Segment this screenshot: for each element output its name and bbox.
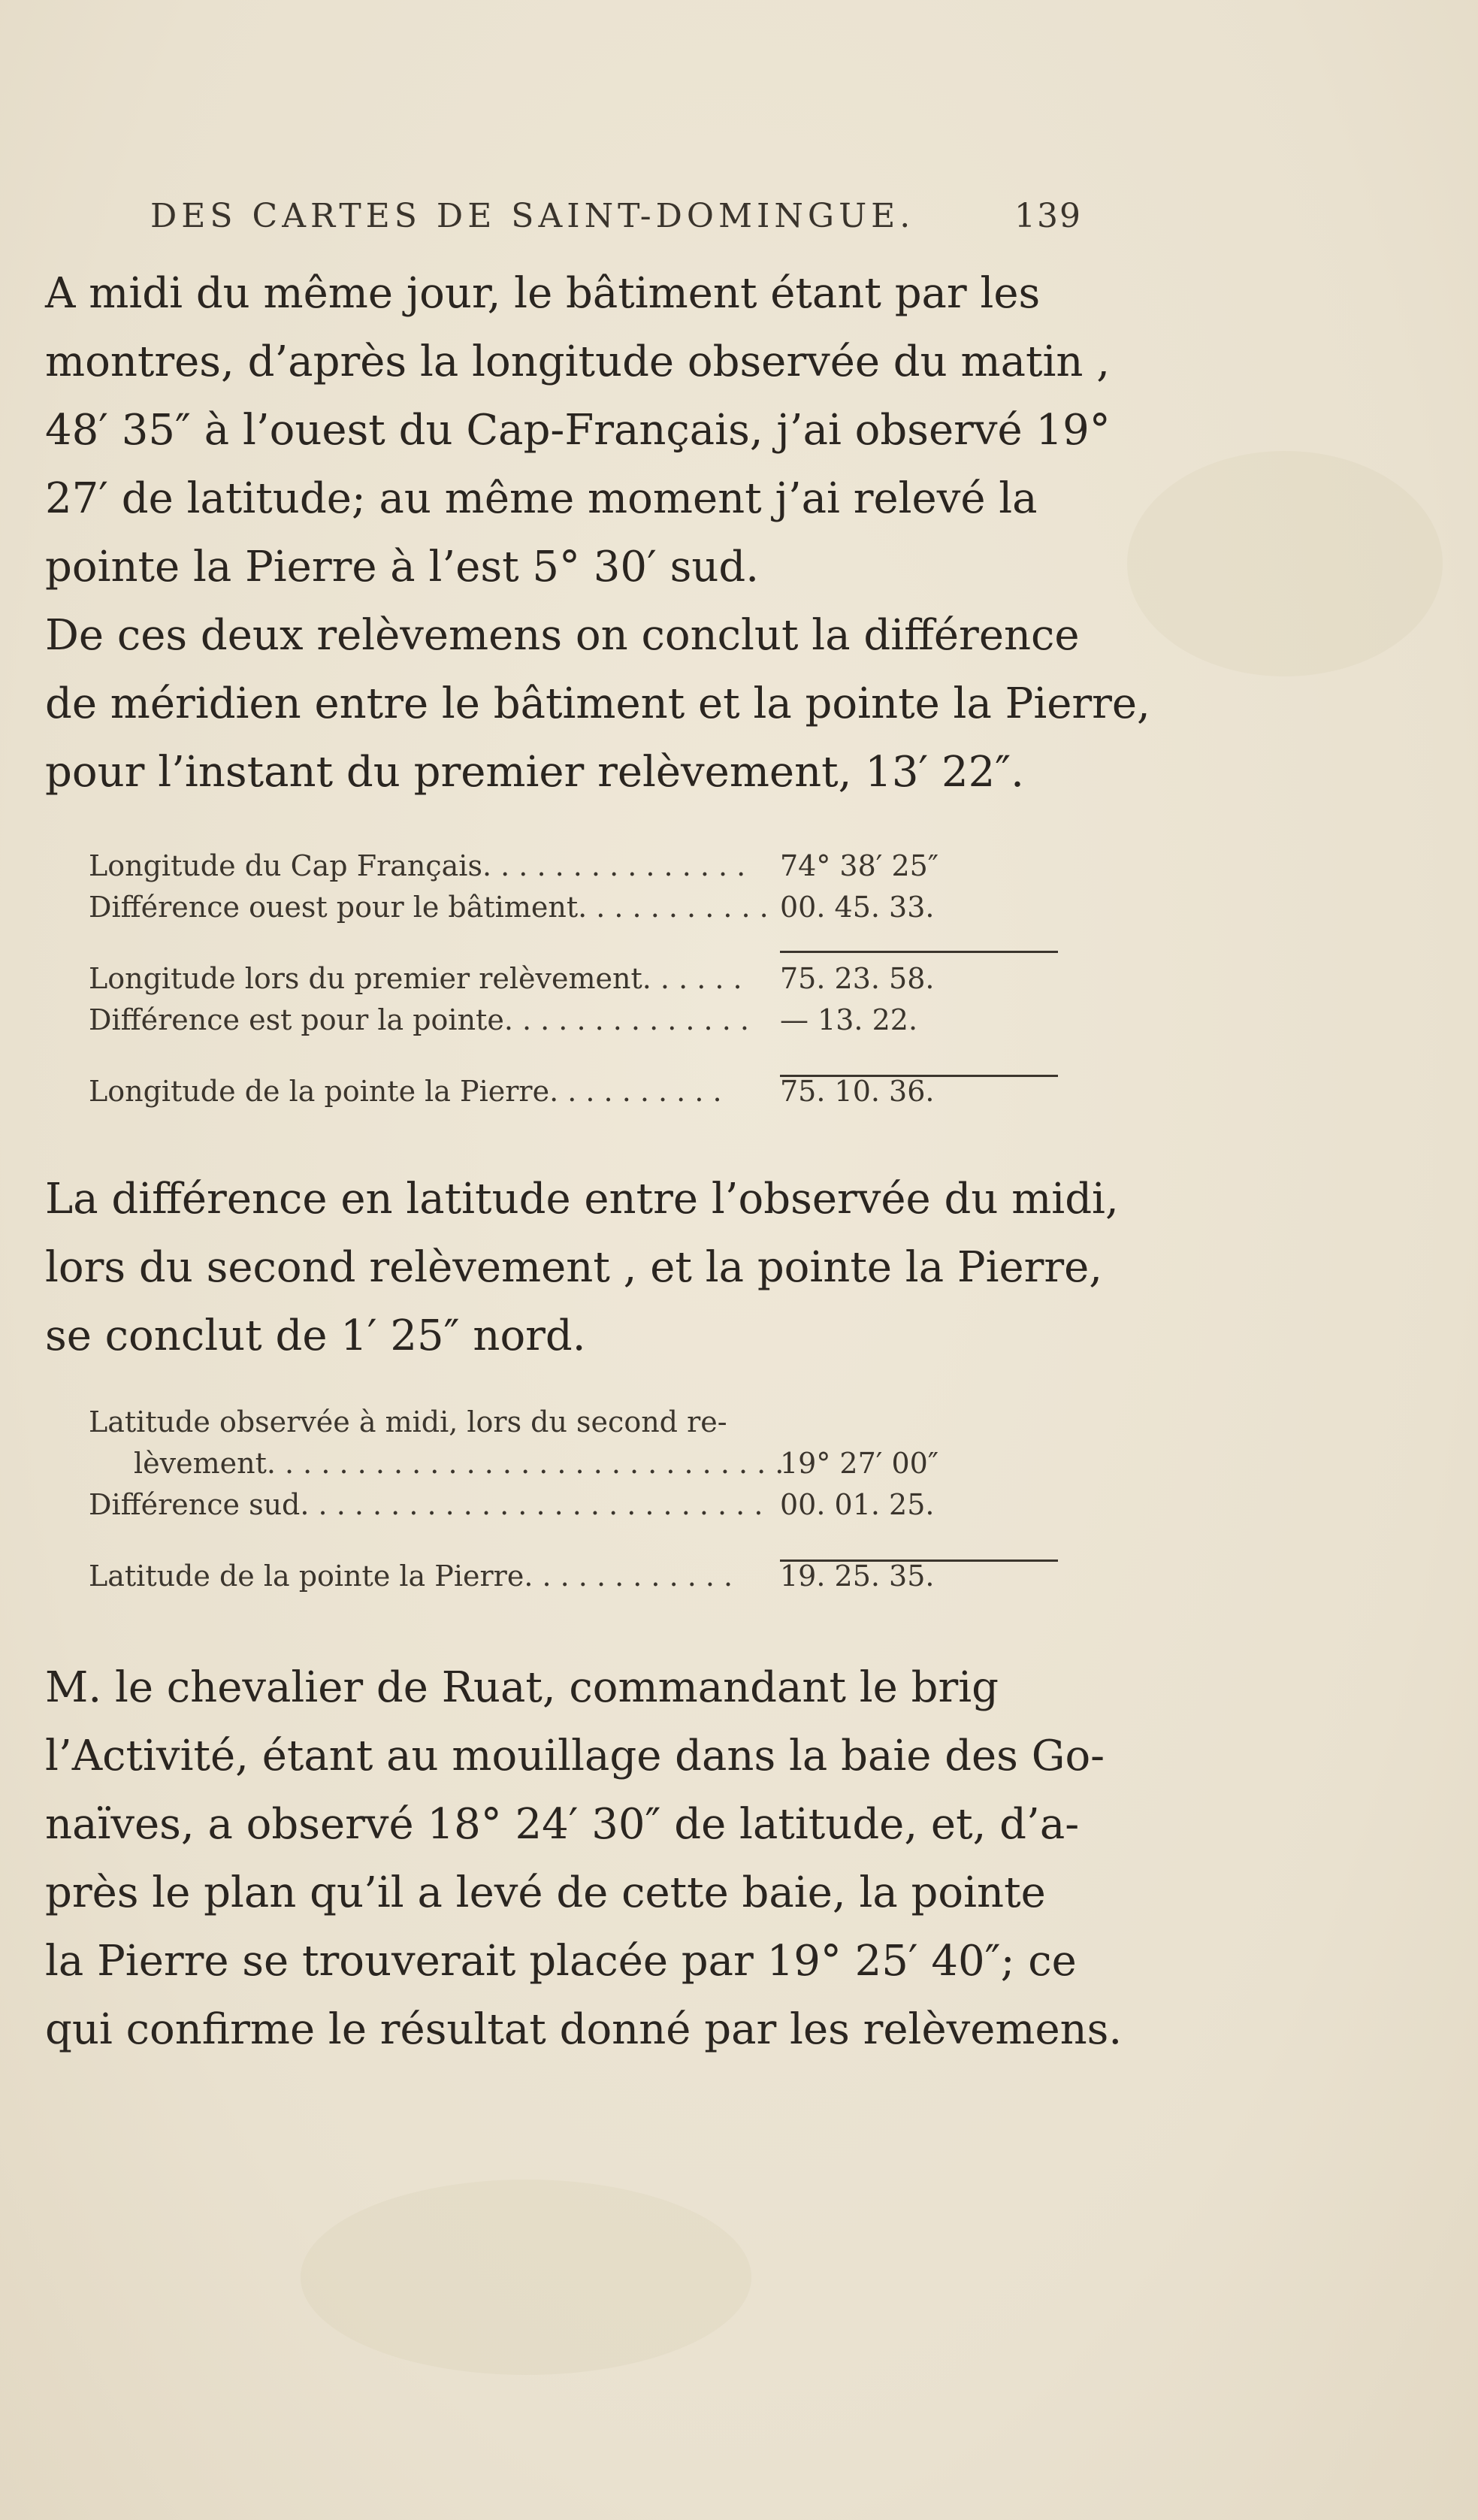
paragraph-2 (45, 601, 1150, 806)
row-value: 75. 23. 58. (780, 962, 935, 995)
running-title: DES CARTES DE SAINT-DOMINGUE. (150, 197, 915, 235)
row-label: Différence ouest pour le bâtiment. . . . . . . . . . . (89, 891, 769, 924)
table-row (89, 887, 983, 928)
page-number: 139 (1014, 197, 1082, 235)
text-line: A midi du même jour, le bâtiment étant par les (45, 269, 1041, 318)
table-row (89, 1556, 983, 1597)
paper-stain (301, 2180, 751, 2375)
row-label: lèvement. . . . . . . . . . . . . . . . . . . . . . . . . . . . . (134, 1447, 784, 1480)
table-row (89, 958, 983, 1000)
row-label: Longitude de la pointe la Pierre. . . . . . . . . . (89, 1075, 722, 1108)
sum-rule (780, 951, 1058, 953)
text-line: se conclut de 1′ 25″ nord. (45, 1311, 586, 1360)
row-label: Latitude de la pointe la Pierre. . . . . . . . . . . . (89, 1559, 733, 1593)
text-line: De ces deux relèvemens on conclut la différence (45, 611, 1080, 660)
table-row (89, 1000, 983, 1041)
table-row (89, 1484, 983, 1526)
table-row (89, 1071, 983, 1112)
text-line: la Pierre se trouverait placée par 19° 25′ 40″; ce (45, 1937, 1077, 1986)
row-value: 74° 38′ 25″ (780, 849, 939, 882)
row-label: Différence sud. . . . . . . . . . . . . . . . . . . . . . . . . . (89, 1488, 763, 1521)
row-value: — 13. 22. (780, 1003, 918, 1036)
text-line: qui confirme le résultat donné par les relèvemens. (45, 2005, 1123, 2054)
text-line: montres, d’après la longitude observée du matin , (45, 337, 1111, 386)
table-row (89, 846, 983, 887)
longitude-table (89, 846, 983, 1112)
text-line: M. le chevalier de Ruat, commandant le brig (45, 1663, 999, 1712)
paragraph-4 (45, 1653, 1123, 2064)
paragraph-1 (45, 259, 1111, 601)
row-value: 19° 27′ 00″ (780, 1447, 939, 1480)
text-line: 27′ de latitude; au même moment j’ai relevé la (45, 474, 1038, 523)
text-line: pour l’instant du premier relèvement, 13′ 22″. (45, 748, 1024, 797)
table-row (89, 1443, 983, 1484)
text-line: naïves, a observé 18° 24′ 30″ de latitude, et, d’a- (45, 1800, 1080, 1849)
text-line: de méridien entre le bâtiment et la pointe la Pierre, (45, 679, 1150, 728)
text-line: La différence en latitude entre l’observée du midi, (45, 1175, 1119, 1224)
text-line: lors du second relèvement , et la pointe la Pierre, (45, 1243, 1103, 1292)
row-value: 19. 25. 35. (780, 1559, 935, 1593)
latitude-table (89, 1402, 983, 1597)
text-line: 48′ 35″ à l’ouest du Cap-Français, j’ai observé 19° (45, 406, 1111, 455)
row-label: Différence est pour la pointe. . . . . . . . . . . . . . (89, 1003, 749, 1036)
paper-stain (1127, 451, 1443, 676)
table-row (89, 1402, 983, 1443)
row-value: 00. 45. 33. (780, 891, 935, 924)
row-label: Latitude observée à midi, lors du second re- (89, 1405, 727, 1438)
row-label: Longitude du Cap Français. . . . . . . . . . . . . . . (89, 849, 746, 882)
row-value: 00. 01. 25. (780, 1488, 935, 1521)
paragraph-3 (45, 1165, 1119, 1370)
running-header (150, 197, 1082, 235)
text-line: pointe la Pierre à l’est 5° 30′ sud. (45, 543, 760, 591)
text-line: l’Activité, étant au mouillage dans la baie des Go- (45, 1732, 1105, 1780)
row-label: Longitude lors du premier relèvement. . . . . . (89, 962, 742, 995)
text-line: près le plan qu’il a levé de cette baie, la pointe (45, 1868, 1046, 1917)
row-value: 75. 10. 36. (780, 1075, 935, 1108)
